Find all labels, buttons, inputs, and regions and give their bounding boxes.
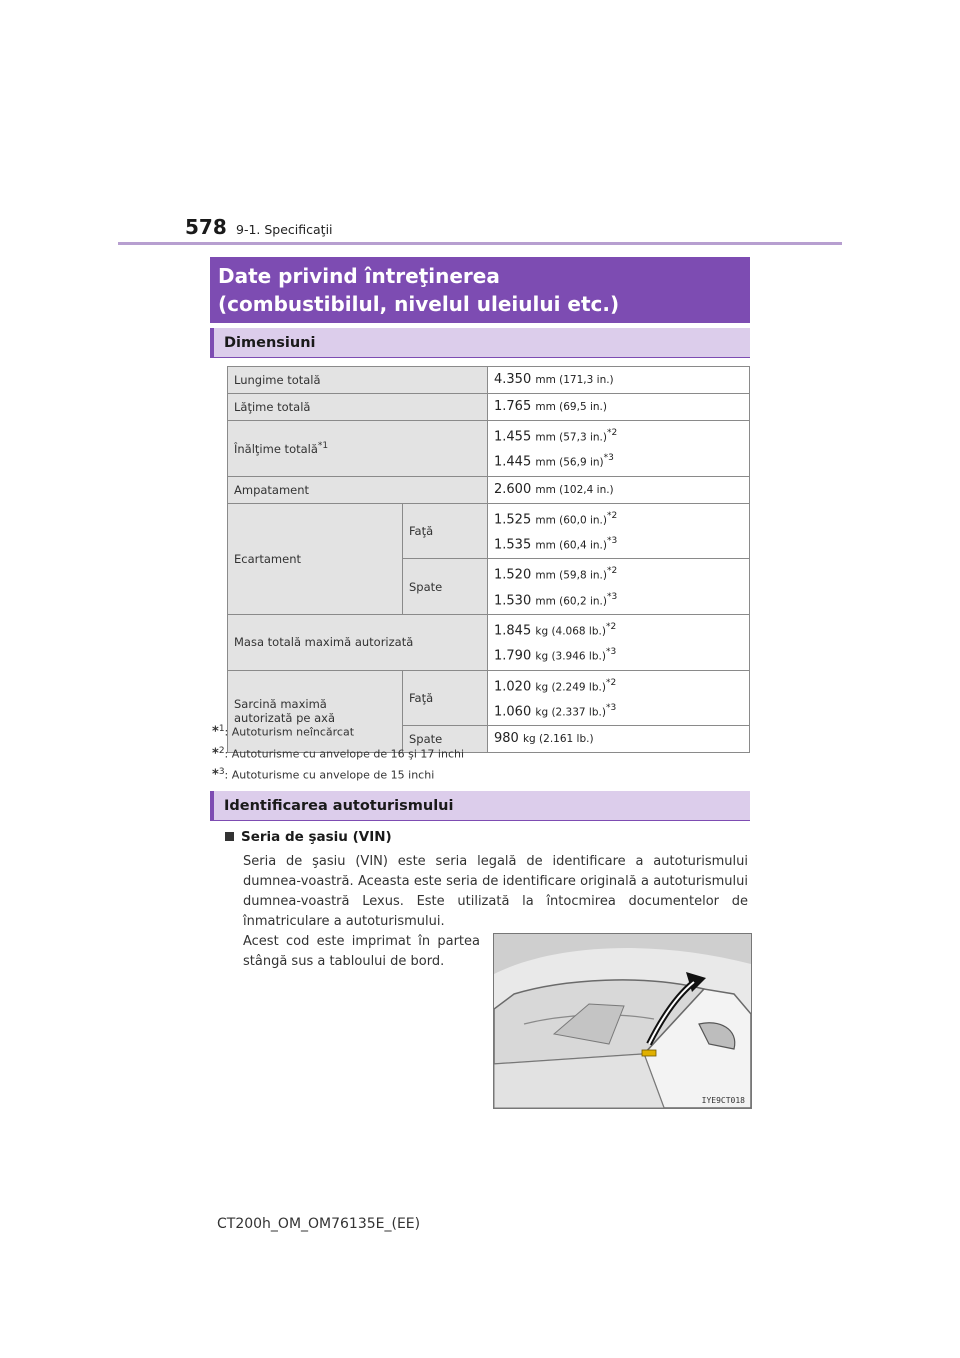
identification-heading: Identificarea autoturismului bbox=[210, 791, 750, 821]
page-title-line-1: Date privind întreţinerea bbox=[218, 264, 500, 288]
header-divider bbox=[118, 242, 842, 245]
page-title-line-2: (combustibilul, nivelul uleiului etc.) bbox=[218, 292, 620, 316]
row-label: Ecartament bbox=[228, 503, 403, 614]
row-label: Sarcină maximă autorizată pe axă bbox=[228, 670, 403, 753]
row-value: 1.455 mm (57,3 in.)$^{*2}$ 1.445 mm (56,9 in)$^{*3}$ bbox=[488, 421, 750, 477]
footnote: *$^1$: Autoturism neîncărcat bbox=[212, 724, 355, 740]
row-value: 1.765 mm (69,5 in.) bbox=[488, 394, 750, 421]
row-label: Înălţime totală$^{*1}$ bbox=[228, 421, 488, 477]
document-code: CT200h_OM_OM76135E_(EE) bbox=[217, 1216, 421, 1232]
sub-label: Faţă bbox=[403, 670, 488, 726]
row-value: 980 kg (2.161 lb.) bbox=[488, 726, 750, 753]
vin-location-illustration bbox=[493, 933, 752, 1109]
footnote: *$^3$: Autoturisme cu anvelope de 15 inchi bbox=[212, 767, 435, 783]
vin-heading: Seria de şasiu (VIN) bbox=[225, 829, 392, 845]
square-bullet-icon bbox=[225, 832, 234, 841]
row-value: 1.020 kg (2.249 lb.)$^{*2}$ 1.060 kg (2.337 lb.)$^{*3}$ bbox=[488, 670, 750, 726]
row-label: Lungime totală bbox=[228, 367, 488, 394]
row-value: 1.520 mm (59,8 in.)$^{*2}$ 1.530 mm (60,2 in.)$^{*3}$ bbox=[488, 559, 750, 615]
row-value: 4.350 mm (171,3 in.) bbox=[488, 367, 750, 394]
footnote: *$^2$: Autoturisme cu anvelope de 16 şi 17 inchi bbox=[212, 745, 465, 762]
row-label: Masa totală maximă autorizată bbox=[228, 614, 488, 670]
page-title bbox=[210, 257, 750, 323]
page-number: 578 bbox=[185, 215, 227, 239]
row-label: Lăţime totală bbox=[228, 394, 488, 421]
row-value: 2.600 mm (102,4 in.) bbox=[488, 476, 750, 503]
sub-label: Spate bbox=[403, 726, 488, 753]
row-value: 1.845 kg (4.068 lb.)$^{*2}$ 1.790 kg (3.946 lb.)$^{*3}$ bbox=[488, 614, 750, 670]
section-reference: 9-1. Specificaţii bbox=[236, 222, 333, 237]
figure-code: IYE9CT018 bbox=[701, 1096, 745, 1105]
row-value: 1.525 mm (60,0 in.)$^{*2}$ 1.535 mm (60,4 in.)$^{*3}$ bbox=[488, 503, 750, 559]
table-row bbox=[228, 503, 750, 559]
sub-label: Faţă bbox=[403, 503, 488, 559]
row-label: Ampatament bbox=[228, 476, 488, 503]
table-row bbox=[228, 421, 750, 477]
windshield-vin-icon bbox=[494, 934, 751, 1108]
sub-label: Spate bbox=[403, 559, 488, 615]
table-row bbox=[228, 476, 750, 503]
table-row bbox=[228, 367, 750, 394]
table-row bbox=[228, 670, 750, 726]
table-row bbox=[228, 614, 750, 670]
footnotes bbox=[212, 720, 464, 785]
dimensions-table bbox=[227, 366, 750, 753]
dimensions-heading: Dimensiuni bbox=[210, 328, 750, 358]
table-row bbox=[228, 394, 750, 421]
vin-location-text: Acest cod este imprimat în partea stângă sus a tabloului de bord. bbox=[243, 934, 480, 969]
vin-description: Seria de şasiu (VIN) este seria legală de identificare a autoturismului dumnea-voastră. Aceasta este seria de identificare originală a autoturismului dumnea-voastră Lexus. Este utilizată la întocmirea documentelor de înmatriculare a autoturismului. bbox=[243, 854, 748, 929]
